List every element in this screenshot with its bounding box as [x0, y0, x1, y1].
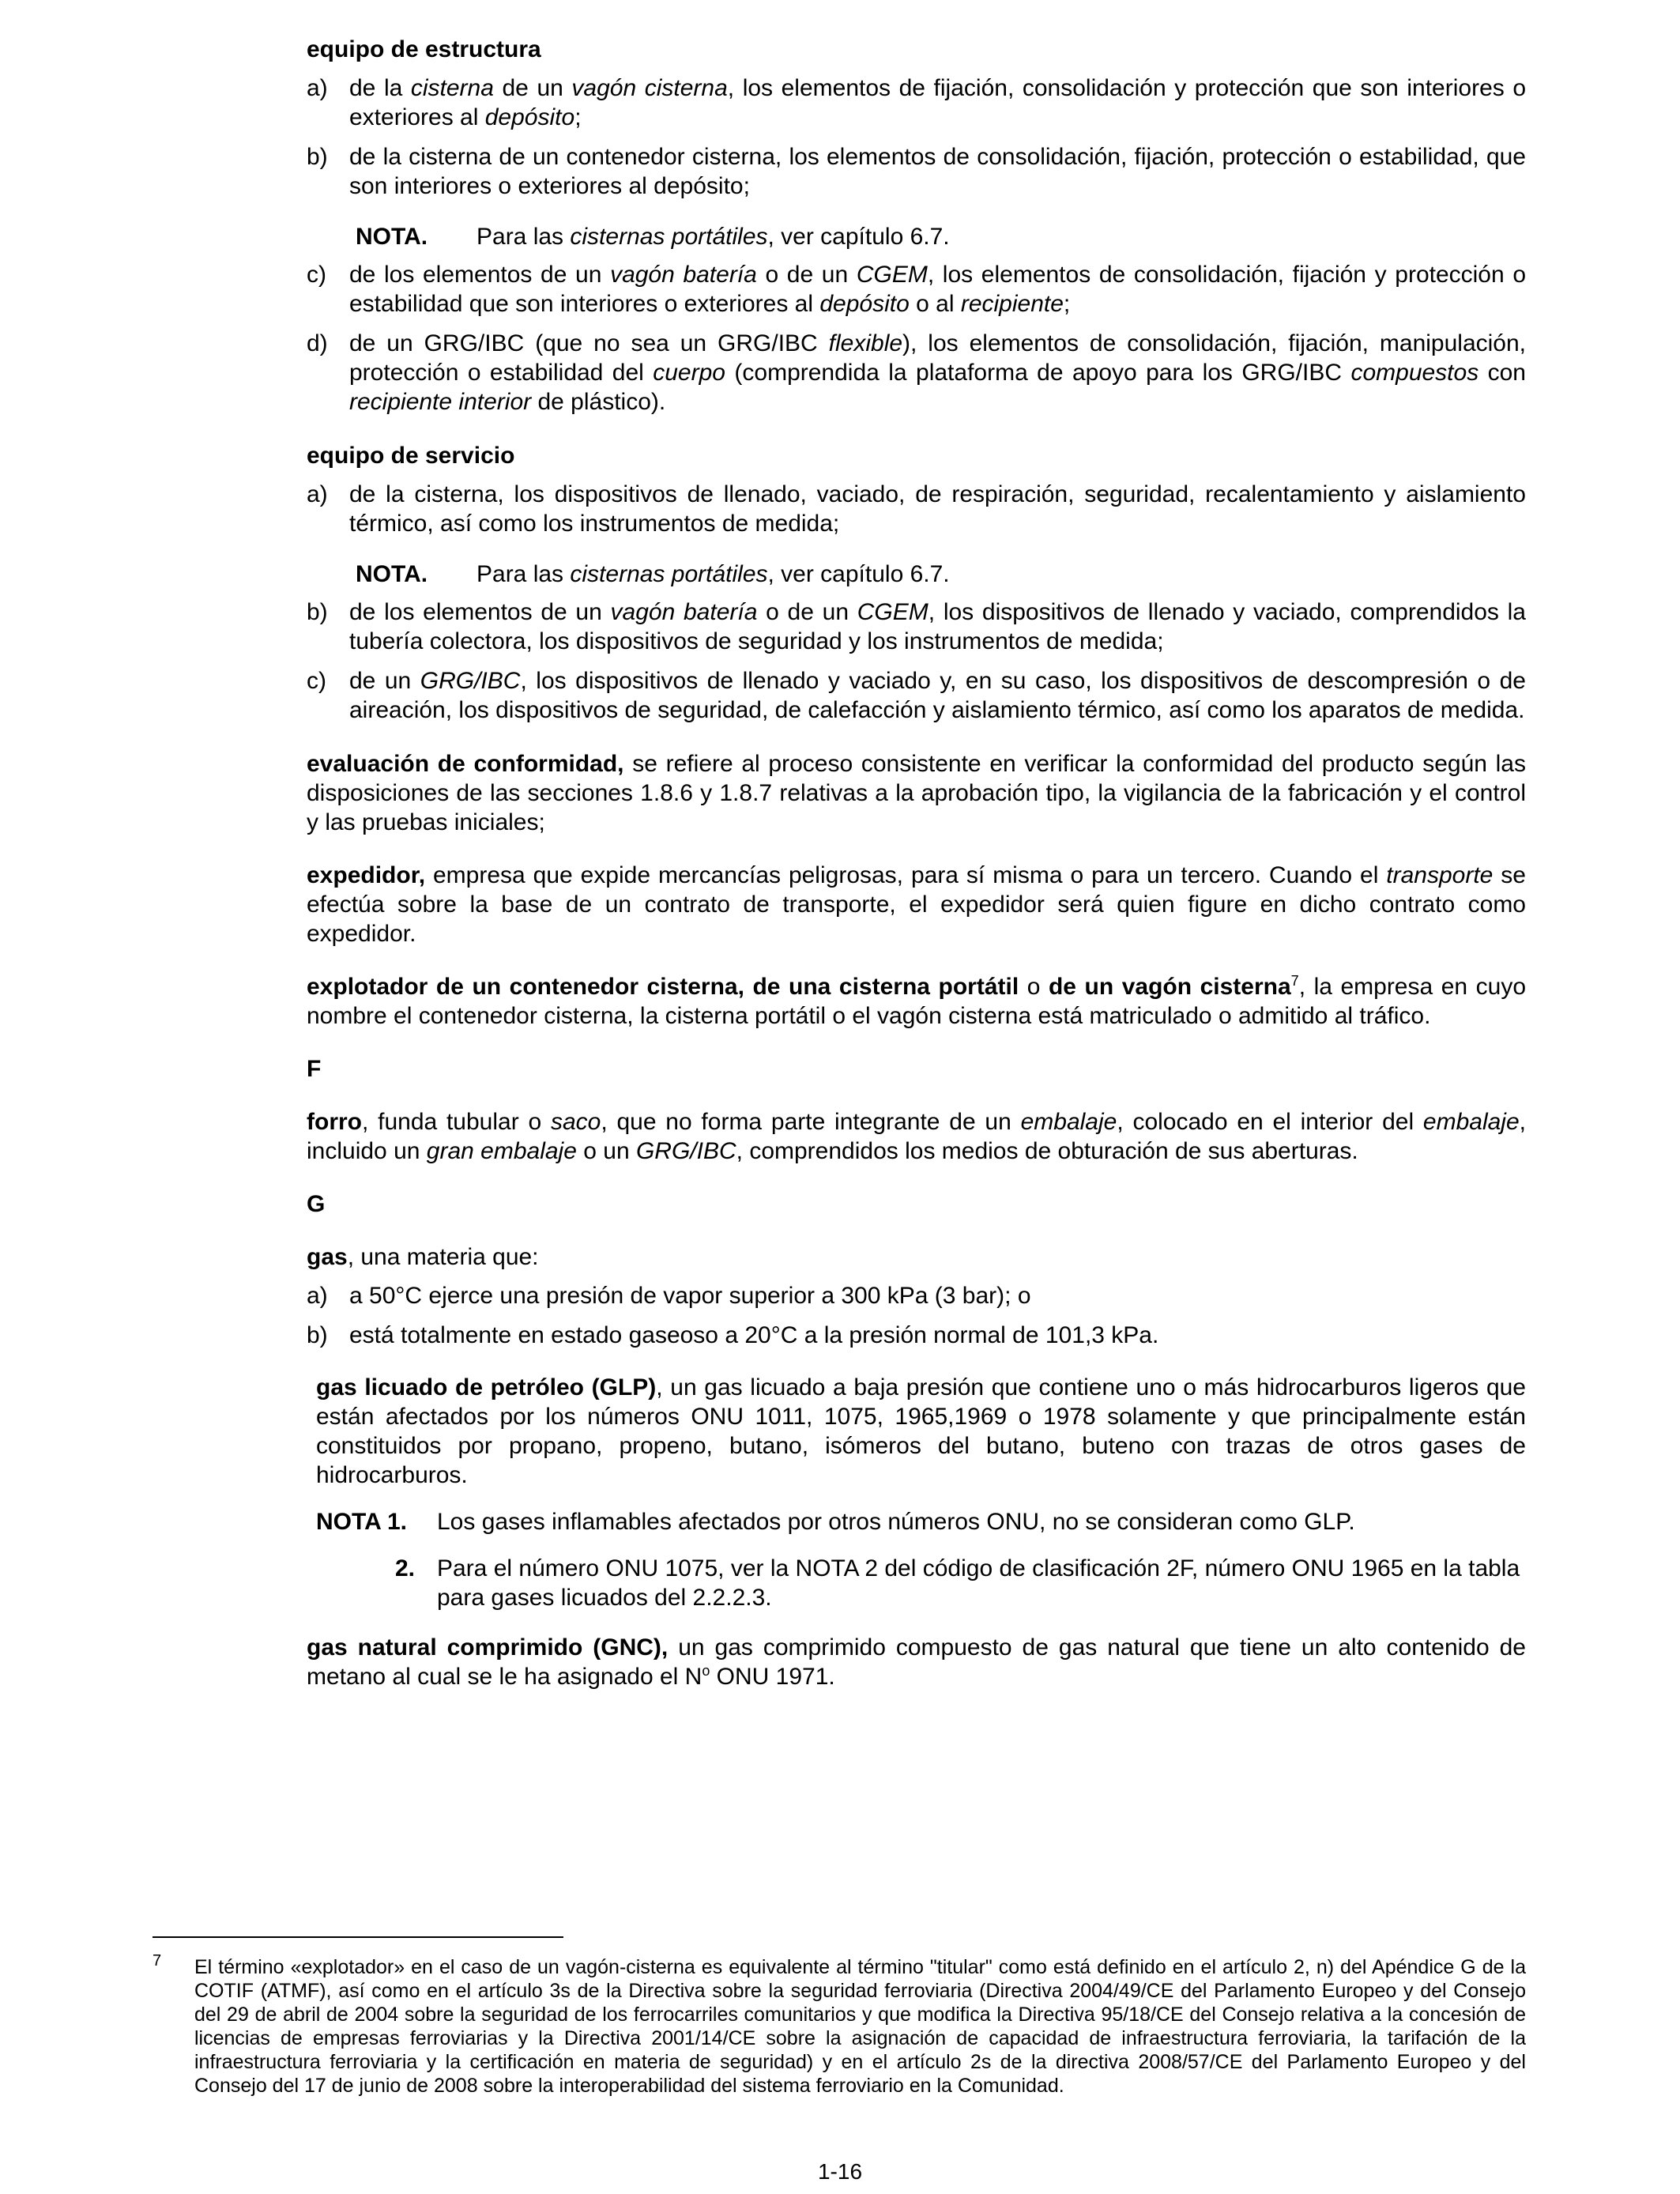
item-label: b) [307, 144, 328, 170]
item-text: ; [1063, 291, 1071, 317]
item-text: de los elementos de un [349, 599, 611, 625]
item-label: a) [307, 481, 328, 507]
page-body [307, 35, 1526, 1691]
item-text: o de un [757, 599, 857, 625]
item-text: de un [349, 668, 420, 694]
definition-term: expedidor, [307, 862, 426, 888]
term-equipo-servicio: equipo de servicio [307, 443, 515, 469]
item-text: de plástico). [531, 389, 666, 415]
item-text-italic: CGEM [856, 262, 928, 288]
footnote-number: 7 [153, 1952, 162, 1970]
definition-text-italic: GRG/IBC [635, 1138, 736, 1164]
definition-forro [307, 1107, 1526, 1166]
item-text-italic: flexible [828, 330, 903, 356]
item-label: a) [307, 75, 328, 101]
note-label: 2. [395, 1555, 416, 1581]
definition-gnc [307, 1633, 1526, 1691]
item-text: con [1478, 360, 1526, 386]
item-text-italic: compuestos [1350, 360, 1479, 386]
definition-text: , funda tubular o [362, 1109, 551, 1135]
definition-evaluacion [307, 749, 1526, 837]
footnote-reference[interactable]: 7 [1290, 973, 1299, 989]
definition-term: forro [307, 1109, 362, 1135]
note-text: Para las [477, 224, 571, 250]
item-text-italic: recipiente [960, 291, 1064, 317]
footnote-separator [153, 1936, 563, 1938]
note-text: , ver capítulo 6.7. [767, 561, 950, 587]
definition-text-italic: embalaje [1422, 1109, 1520, 1135]
definition-glp [316, 1373, 1526, 1490]
item-text-italic: depósito [484, 104, 575, 130]
note-text: Los gases inflamables afectados por otros números ONU, no se consideran como GLP. [437, 1509, 1355, 1535]
item-text: de un GRG/IBC (que no sea un GRG/IBC [349, 330, 829, 356]
note-text-italic: cisternas portátiles [570, 561, 768, 587]
definition-text: , una materia que: [347, 1244, 539, 1270]
list-item [307, 74, 1526, 132]
definition-expedidor [307, 861, 1526, 948]
footnote-text: El término «explotador» en el caso de un vagón-cisterna es equivalente al término "titular" como está definido en el artículo 2, n) del Apéndice G de la COTIF (ATMF), así como en el artículo 3s de la Directiva sobre la seguridad ferroviaria (Directiva 2004/49/CE del Parlamento Europeo y del Consejo del 29 de abril de 2004 sobre la seguridad de los ferrocarriles comunitarios y que modifica la Directiva 95/18/CE del Consejo relativa a la concesión de licencias de empresas ferroviarias y la Directiva 2001/14/CE sobre la asignación de capacidad de infraestructura ferroviaria, la tarifación de la infraestructura ferroviaria y la certificación en materia de seguridad) y en el artículo 2s de la directiva 2008/57/CE del Parlamento Europeo y del Consejo del 17 de junio de 2008 sobre la interoperabilidad del sistema ferroviario en la Comunidad. [194, 1956, 1526, 2097]
item-text: ), los elementos de consolidación, fijación, manipulación, protección o estabilidad del [349, 330, 1527, 386]
item-text: de un [493, 75, 572, 101]
item-text-italic: vagón batería [610, 262, 757, 288]
note [316, 1554, 1526, 1612]
definition-text: , un gas licuado a baja presión que contiene uno o más hidrocarburos ligeros que están afectados por los números ONU 1011, 1075, 1965,1969 o 1978 solamente y que principalmente están constituidos por propano, propeno, butano, isómeros del butano, buteno con trazas de otros gases de hidrocarburos. [316, 1374, 1526, 1488]
note-label: NOTA. [356, 561, 428, 587]
definition-term: gas natural comprimido (GNC), [307, 1634, 669, 1661]
definition-text-italic: embalaje [1020, 1109, 1117, 1135]
item-text-italic: CGEM [857, 599, 929, 625]
list-item [307, 480, 1526, 538]
item-text: o al [909, 291, 961, 317]
item-text-italic: vagón batería [610, 599, 758, 625]
item-text: a 50°C ejerce una presión de vapor superior a 300 kPa (3 bar); o [349, 1283, 1031, 1309]
definition-text: un gas comprimido compuesto de gas natural que tiene un alto contenido de metano al cual se le ha asignado el N [307, 1634, 1526, 1690]
item-label: d) [307, 330, 328, 356]
list-item [307, 142, 1526, 201]
definition-term: de un vagón cisterna [1048, 974, 1291, 1000]
superscript: o [702, 1663, 710, 1679]
item-label: c) [307, 668, 326, 694]
item-text-italic: cisterna [410, 75, 494, 101]
note-text: Para las [477, 561, 571, 587]
list-item [307, 260, 1526, 319]
item-label: a) [307, 1283, 328, 1309]
note [316, 1507, 1526, 1536]
definition-text: , comprendidos los medios de obturación de sus aberturas. [736, 1138, 1358, 1164]
item-text-italic: GRG/IBC [420, 668, 521, 694]
item-text-italic: depósito [819, 291, 910, 317]
list-item [307, 666, 1526, 725]
note-text-italic: cisternas portátiles [570, 224, 768, 250]
definition-text-italic: transporte [1386, 862, 1494, 888]
list-item [307, 1281, 1526, 1310]
definition-gas [307, 1242, 1526, 1272]
item-text: ; [574, 104, 582, 130]
item-text: , los dispositivos de llenado y vaciado y, en su caso, los dispositivos de descompresión o de aireación, los dispositivos de seguridad, de calefacción y aislamiento térmico, así como los aparatos de medida. [349, 668, 1526, 723]
item-text: , los elementos de consolidación, fijación y protección o estabilidad que son interiores o exteriores al [349, 262, 1527, 317]
definition-text: se refiere al proceso consistente en verificar la conformidad del producto según las disposiciones de las secciones 1.8.6 y 1.8.7 relativas a la aprobación tipo, la vigilancia de la fabricación y el control y las pruebas iniciales; [307, 751, 1526, 835]
item-text: o de un [756, 262, 857, 288]
note-text: Para el número ONU 1075, ver la NOTA 2 del código de clasificación 2F, número ONU 1965 en la tabla para gases licuados del 2.2.2.3. [437, 1555, 1520, 1611]
item-text-italic: cuerpo [653, 360, 725, 386]
item-text-italic: recipiente interior [349, 389, 532, 415]
definition-glp-text [316, 1373, 1526, 1490]
definition-term: gas [307, 1244, 348, 1270]
definition-text: , colocado en el interior del [1117, 1109, 1423, 1135]
item-label: b) [307, 1322, 328, 1348]
definition-term: explotador de un contenedor cisterna, de una cisterna portátil [307, 974, 1019, 1000]
section-letter-g: G [307, 1191, 326, 1217]
section-letter-f: F [307, 1056, 322, 1082]
note-label: NOTA 1. [316, 1509, 408, 1535]
definition-text-italic: saco [550, 1109, 601, 1135]
definition-text: , la empresa en cuyo nombre el contenedor cisterna, la cisterna portátil o el vagón cisterna está matriculado o admitido al tráfico. [307, 974, 1527, 1029]
list-item [307, 598, 1526, 656]
item-text: , los elementos de fijación, consolidación y protección que son interiores o exteriores al [349, 75, 1527, 130]
definition-text: , incluido un [307, 1109, 1526, 1164]
term-equipo-estructura: equipo de estructura [307, 36, 541, 62]
item-text: de la cisterna de un contenedor cisterna, los elementos de consolidación, fijación, protección o estabilidad, que son interiores o exteriores al depósito; [349, 144, 1526, 199]
definition-text: o un [576, 1138, 636, 1164]
footnote [153, 1952, 1526, 2098]
item-text-italic: vagón cisterna [571, 75, 728, 101]
definition-term: gas licuado de petróleo (GLP) [316, 1374, 657, 1400]
definition-term: evaluación de conformidad, [307, 751, 624, 777]
definition-text: ONU 1971. [710, 1664, 835, 1690]
definition-explotador [307, 972, 1526, 1031]
item-text: de la cisterna, los dispositivos de llenado, vaciado, de respiración, seguridad, recalentamiento y aislamiento térmico, así como los instrumentos de medida; [349, 481, 1526, 537]
item-label: c) [307, 262, 326, 288]
item-text: de la [349, 75, 411, 101]
item-text: , los dispositivos de llenado y vaciado, comprendidos la tubería colectora, los dispositivos de seguridad y los instrumentos de medida; [349, 599, 1526, 654]
list-item [307, 1321, 1526, 1350]
note-text: , ver capítulo 6.7. [767, 224, 950, 250]
definition-text: se efectúa sobre la base de un contrato de transporte, el expedidor será quien figure en dicho contrato como expedidor. [307, 862, 1526, 947]
definition-text: , que no forma parte integrante de un [601, 1109, 1021, 1135]
page-number: 1-16 [817, 2159, 863, 2184]
definition-text: o [1019, 974, 1049, 1000]
definition-text-italic: gran embalaje [426, 1138, 577, 1164]
item-text: está totalmente en estado gaseoso a 20°C a la presión normal de 101,3 kPa. [349, 1322, 1159, 1348]
note [356, 222, 1526, 251]
note [356, 560, 1526, 589]
note-label: NOTA. [356, 224, 428, 250]
item-text: (comprendida la plataforma de apoyo para los GRG/IBC [725, 360, 1351, 386]
list-item [307, 329, 1526, 417]
item-text: de los elementos de un [349, 262, 611, 288]
item-label: b) [307, 599, 328, 625]
definition-text: empresa que expide mercancías peligrosas, para sí misma o para un tercero. Cuando el [425, 862, 1387, 888]
